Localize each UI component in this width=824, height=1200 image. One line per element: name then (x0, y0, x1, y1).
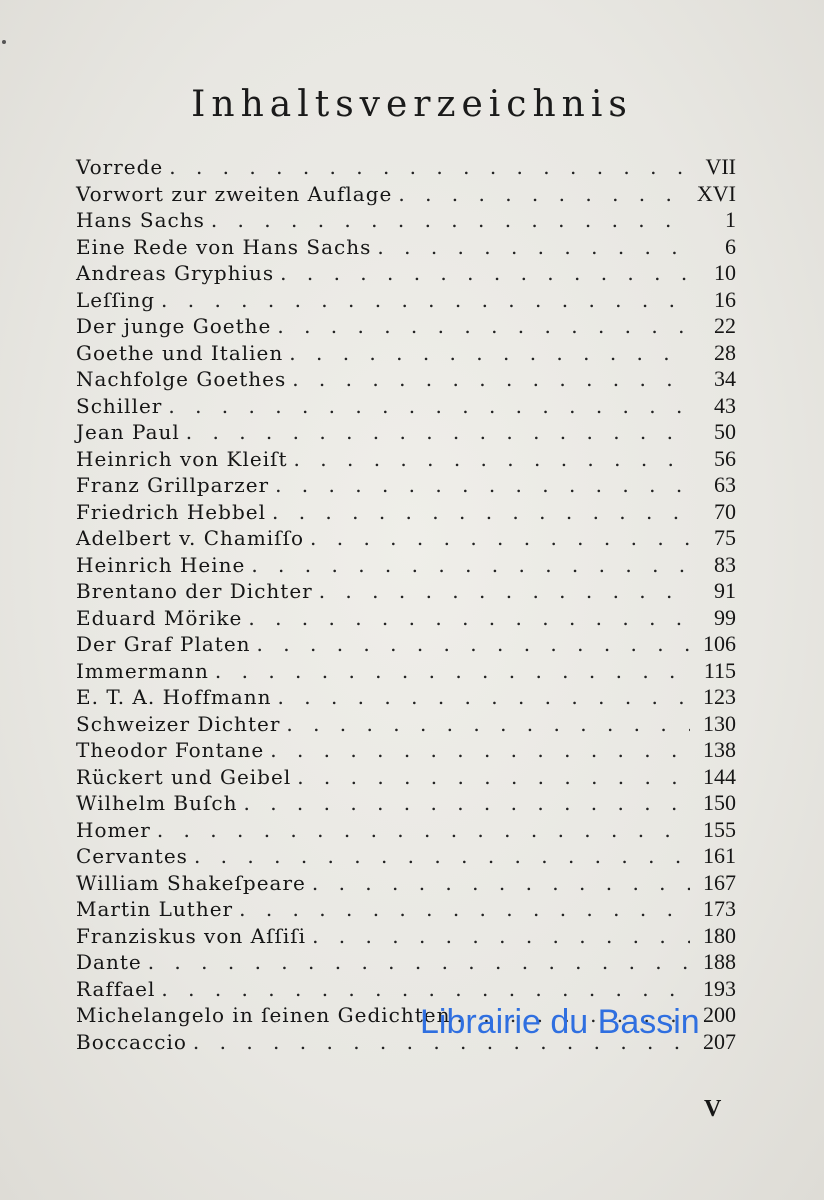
toc-entry (76, 764, 736, 791)
dot-leader (292, 366, 690, 393)
dot-leader (244, 790, 691, 817)
toc-entry-title: Immermann (76, 658, 209, 683)
toc-entry-page: 200 (703, 1002, 736, 1027)
toc-entry-title: Brentano der Dichter (76, 579, 313, 603)
toc-entry-page: 10 (714, 260, 736, 285)
toc-entry-title: Vorwort zur zweiten Auflage (76, 181, 393, 206)
toc-entry (76, 181, 736, 208)
toc-entry-page: 6 (725, 233, 736, 259)
dot-leader (312, 870, 690, 897)
dot-leader (297, 764, 690, 791)
toc-entry-page: 43 (714, 392, 736, 418)
dot-leader (272, 499, 690, 526)
dot-leader (161, 287, 690, 314)
dot-leader (211, 207, 690, 234)
toc-entry-title: Vorrede (76, 155, 164, 179)
dot-leader (319, 578, 690, 605)
dot-leader (294, 446, 690, 473)
toc-entry-title: Martin Luther (76, 897, 234, 921)
toc-entry (76, 711, 736, 738)
toc-entry (76, 949, 736, 976)
toc-entry-page: 173 (703, 896, 736, 921)
toc-entry-title: Eduard Mörike (76, 605, 243, 630)
dot-leader (310, 525, 690, 552)
toc-entry-title: Franz Grillparzer (76, 473, 270, 497)
dot-leader (275, 472, 690, 499)
toc-entry-title: Goethe und Italien (76, 340, 284, 365)
toc-entry (76, 631, 736, 658)
dot-leader (157, 817, 690, 844)
toc-entry-title: Andreas Gryphius (76, 261, 275, 285)
toc-entry-page: 144 (703, 763, 736, 789)
toc-entry-title: Homer (76, 817, 151, 842)
toc-entry-page: 83 (714, 551, 736, 577)
toc-entry-page: 50 (714, 419, 736, 444)
toc-entry (76, 843, 736, 870)
dot-leader (251, 552, 690, 579)
dot-leader (312, 923, 690, 950)
toc-entry-page: XVI (696, 180, 736, 206)
toc-entry-page: 16 (714, 286, 736, 312)
toc-entry-page: 70 (714, 498, 736, 524)
toc-entry (76, 870, 736, 897)
toc-entry (76, 684, 736, 711)
dot-leader (257, 631, 690, 658)
toc-entry-page: 150 (703, 790, 736, 815)
toc-entry-page: 75 (714, 525, 736, 550)
toc-entry-title: Der junge Goethe (76, 314, 272, 338)
dot-leader (169, 154, 690, 181)
toc-entry (76, 737, 736, 764)
dot-leader (280, 260, 690, 287)
toc-entry (76, 790, 736, 817)
toc-entry (76, 260, 736, 287)
toc-entry-title: Franziskus von Aſſiſi (76, 923, 307, 948)
toc-entry-title: Raffael (76, 976, 156, 1001)
toc-entry (76, 578, 736, 605)
dot-leader (377, 234, 690, 261)
toc-entry (76, 605, 736, 632)
toc-entry-page: 188 (703, 949, 736, 974)
toc-entry-title: Theodor Fontane (76, 738, 265, 762)
page-title: Inhaltsverzeichnis (191, 84, 633, 125)
toc-entry (76, 817, 736, 844)
toc-entry-title: Adelbert v. Chamiſſo (76, 526, 305, 550)
toc-entry (76, 976, 736, 1003)
toc-entry-page: 130 (703, 710, 736, 736)
toc-entry (76, 896, 736, 923)
dot-leader (277, 313, 690, 340)
dot-leader (186, 419, 690, 446)
dot-leader (270, 737, 690, 764)
toc-entry-title: Heinrich Heine (76, 552, 246, 577)
toc-entry-title: Eine Rede von Hans Sachs (76, 234, 372, 259)
toc-entry-page: 138 (703, 737, 736, 762)
dot-leader (168, 393, 690, 420)
dot-leader (398, 181, 690, 208)
table-of-contents (76, 154, 736, 1055)
toc-entry-page: VII (705, 154, 736, 179)
toc-entry-title: Jean Paul (76, 420, 180, 444)
toc-entry (76, 154, 736, 181)
dot-leader (278, 684, 690, 711)
toc-entry-page: 56 (714, 445, 736, 471)
toc-entry-title: Heinrich von Kleiſt (76, 446, 288, 471)
toc-entry-title: Wilhelm Buſch (76, 791, 238, 815)
toc-entry-title: Boccaccio (76, 1029, 187, 1054)
toc-entry (76, 393, 736, 420)
toc-entry (76, 446, 736, 473)
toc-entry (76, 340, 736, 367)
toc-entry-title: William Shakeſpeare (76, 870, 306, 895)
dot-leader (286, 711, 690, 738)
toc-entry-page: 155 (703, 816, 736, 842)
toc-entry-title: E. T. A. Hoffmann (76, 685, 272, 709)
toc-entry-page: 207 (703, 1028, 736, 1054)
toc-entry-title: Rückert und Geibel (76, 764, 292, 789)
toc-entry-page: 193 (703, 975, 736, 1001)
toc-entry (76, 658, 736, 685)
toc-entry-page: 1 (725, 207, 736, 232)
dot-leader (289, 340, 690, 367)
dot-leader (194, 843, 690, 870)
toc-entry (76, 287, 736, 314)
toc-entry-title: Hans Sachs (76, 208, 205, 232)
toc-entry-title: Friedrich Hebbel (76, 499, 266, 524)
toc-entry-title: Nachfolge Goethes (76, 367, 287, 391)
toc-entry-title: Michelangelo in ſeinen Gedichten (76, 1003, 451, 1027)
toc-entry-page: 161 (703, 843, 736, 868)
toc-entry-page: 91 (714, 578, 736, 603)
toc-entry-page: 123 (703, 684, 736, 709)
toc-entry-page: 115 (703, 657, 736, 683)
toc-entry (76, 366, 736, 393)
toc-entry (76, 419, 736, 446)
toc-entry-title: Der Graf Platen (76, 632, 251, 656)
toc-entry (76, 472, 736, 499)
dot-leader (248, 605, 690, 632)
toc-entry-title: Dante (76, 950, 142, 974)
toc-entry-page: 63 (714, 472, 736, 497)
toc-entry (76, 499, 736, 526)
toc-entry-page: 99 (714, 604, 736, 630)
watermark-text: Librairie du Bassin (420, 1003, 700, 1041)
page-edge-mark (2, 40, 6, 44)
toc-entry (76, 207, 736, 234)
toc-entry-page: 106 (703, 631, 736, 656)
toc-entry (76, 923, 736, 950)
dot-leader (239, 896, 690, 923)
toc-entry-page: 34 (714, 366, 736, 391)
toc-entry-title: Schiller (76, 393, 163, 418)
toc-entry (76, 525, 736, 552)
toc-entry (76, 234, 736, 261)
toc-entry-page: 167 (703, 869, 736, 895)
toc-entry-title: Cervantes (76, 844, 188, 868)
toc-entry-title: Schweizer Dichter (76, 711, 281, 736)
dot-leader (215, 658, 690, 685)
toc-entry-page: 22 (714, 313, 736, 338)
toc-entry (76, 313, 736, 340)
toc-entry (76, 552, 736, 579)
toc-entry-title: Leſſing (76, 287, 156, 312)
dot-leader (161, 976, 690, 1003)
toc-entry-page: 28 (714, 339, 736, 365)
page-number: V (704, 1096, 722, 1122)
dot-leader (148, 949, 690, 976)
toc-entry-page: 180 (703, 922, 736, 948)
